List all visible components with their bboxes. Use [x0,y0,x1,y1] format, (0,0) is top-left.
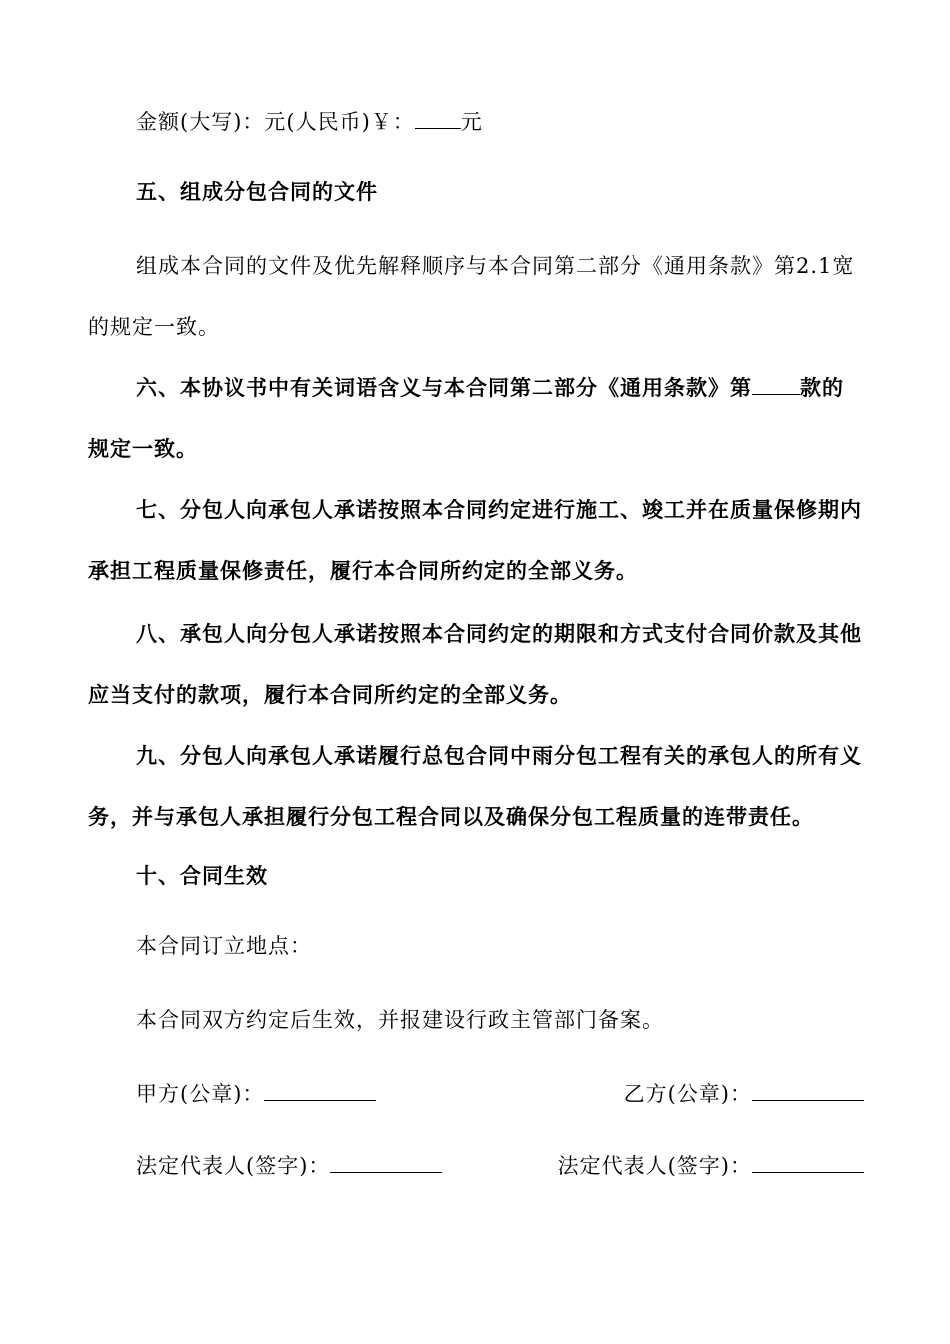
party-a-label: 甲方(公章)： [136,1082,265,1106]
party-a-seal [136,1078,376,1108]
left-rep-label: 法定代表人(签字)： [136,1154,331,1178]
section-10-heading: 十、合同生效 [136,864,268,888]
left-rep-blank [330,1152,442,1173]
seal-row [136,1078,864,1118]
right-rep-label: 法定代表人(签字)： [557,1154,752,1178]
amount-line [88,92,864,153]
party-b-label: 乙方(公章)： [623,1082,752,1106]
section-9: 九、分包人向承包人承诺履行总包合同中雨分包工程有关的承包人的所有义务，并与承包人承担履行分包工程合同以及确保分包工程质量的连带责任。 [88,744,862,829]
amount-prefix: 金额(大写)：元(人民币)￥： [136,110,415,134]
party-b-blank [752,1080,864,1101]
right-representative [558,1150,864,1180]
party-b-seal [624,1078,864,1108]
right-rep-blank [752,1152,864,1173]
contract-effective: 本合同双方约定后生效，并报建设行政主管部门备案。 [136,1008,664,1032]
section-7: 七、分包人向承包人承诺按照本合同约定进行施工、竣工并在质量保修期内承担工程质量保修责任，履行本合同所约定的全部义务。 [88,498,862,583]
amount-blank [415,108,461,129]
section-6-after: 款的规定一致。 [88,376,844,461]
left-representative [136,1150,442,1180]
contract-place: 本合同订立地点： [136,934,312,958]
section-5-body: 组成本合同的文件及优先解释顺序与本合同第二部分《通用条款》第2.1宽的规定一致。 [88,254,855,339]
representative-row [136,1150,864,1190]
section-5-heading: 五、组成分包合同的文件 [136,180,378,204]
section-6-before: 六、本协议书中有关词语含义与本合同第二部分《通用条款》第 [136,376,752,400]
section-6 [88,358,864,480]
section-8: 八、承包人向分包人承诺按照本合同约定的期限和方式支付合同价款及其他应当支付的款项，履行本合同所约定的全部义务。 [88,622,862,707]
clause-blank [752,374,800,395]
party-a-blank [264,1080,376,1101]
amount-suffix: 元 [460,110,483,134]
